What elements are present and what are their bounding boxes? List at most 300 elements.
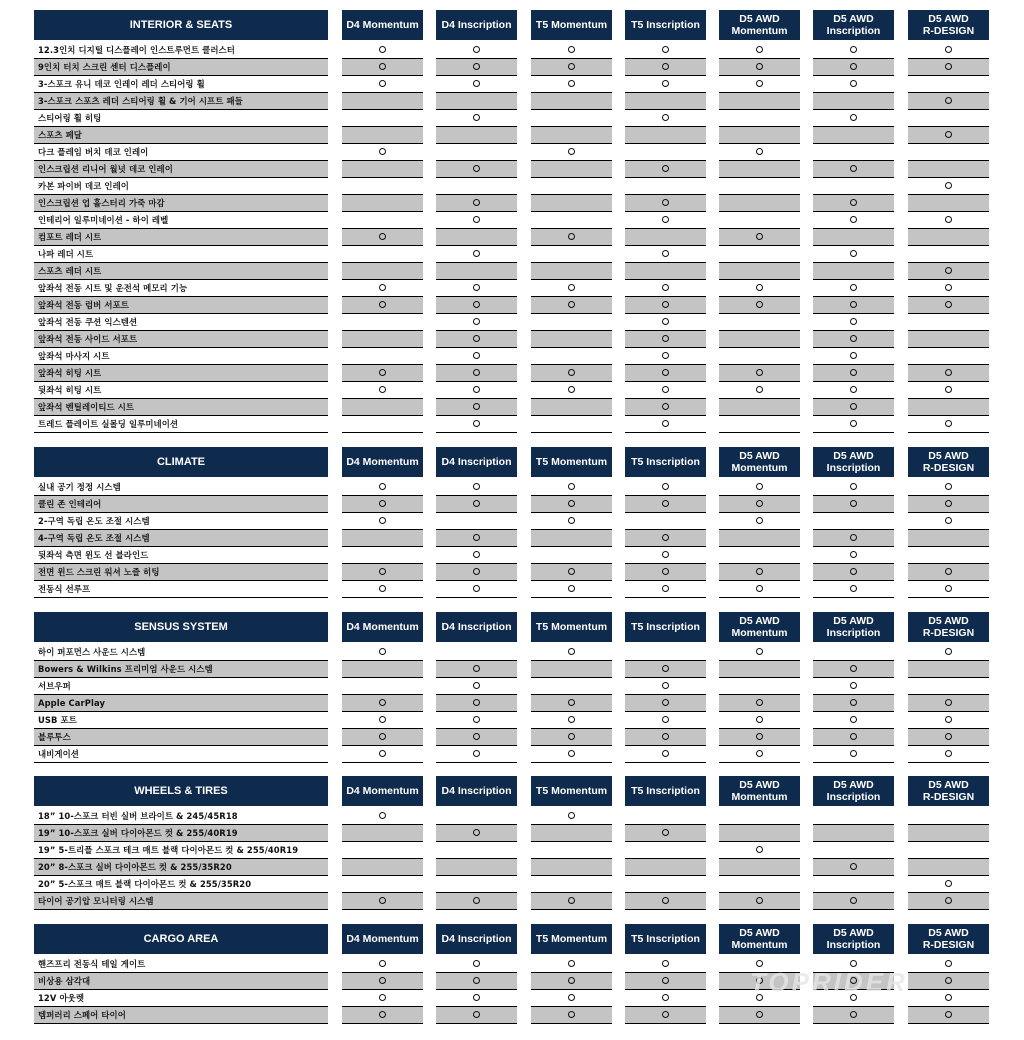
availability-cell — [625, 195, 706, 212]
available-circle-icon — [568, 994, 575, 1001]
available-circle-icon — [756, 648, 763, 655]
available-circle-icon — [473, 551, 480, 558]
availability-cell — [436, 479, 517, 496]
feature-label: 뒷좌석 측면 윈도 선 블라인드 — [34, 547, 328, 564]
table-row — [34, 195, 989, 212]
availability-cell — [531, 956, 612, 973]
availability-cell — [719, 348, 800, 365]
availability-cell — [625, 990, 706, 1007]
available-circle-icon — [568, 301, 575, 308]
feature-label: 12.3인치 디지털 디스플레이 인스트루먼트 클러스터 — [34, 42, 328, 59]
availability-cell — [625, 178, 706, 195]
column-header: T5 Momentum — [531, 10, 612, 40]
availability-cell — [719, 212, 800, 229]
availability-cell — [436, 513, 517, 530]
availability-cell — [813, 990, 894, 1007]
availability-cell — [531, 365, 612, 382]
available-circle-icon — [473, 1011, 480, 1018]
available-circle-icon — [945, 733, 952, 740]
availability-cell — [813, 76, 894, 93]
availability-cell — [531, 416, 612, 433]
available-circle-icon — [662, 46, 669, 53]
available-circle-icon — [850, 250, 857, 257]
availability-cell — [908, 479, 989, 496]
availability-cell — [908, 144, 989, 161]
availability-cell — [531, 382, 612, 399]
section-header — [34, 10, 989, 40]
available-circle-icon — [850, 699, 857, 706]
availability-cell — [908, 712, 989, 729]
availability-cell — [908, 1007, 989, 1024]
availability-cell — [908, 842, 989, 859]
column-header: D4 Momentum — [342, 924, 423, 954]
section-header — [34, 924, 989, 954]
available-circle-icon — [756, 80, 763, 87]
available-circle-icon — [945, 1011, 952, 1018]
availability-cell — [719, 661, 800, 678]
feature-label: 비상용 삼각대 — [34, 973, 328, 990]
availability-cell — [908, 229, 989, 246]
available-circle-icon — [662, 829, 669, 836]
availability-cell — [436, 314, 517, 331]
available-circle-icon — [473, 500, 480, 507]
available-circle-icon — [850, 585, 857, 592]
availability-cell — [813, 973, 894, 990]
availability-cell — [625, 661, 706, 678]
column-header: D5 AWD R-DESIGN — [908, 10, 989, 40]
available-circle-icon — [756, 585, 763, 592]
availability-cell — [436, 876, 517, 893]
available-circle-icon — [473, 301, 480, 308]
column-header: D5 AWD R-DESIGN — [908, 924, 989, 954]
availability-cell — [625, 365, 706, 382]
availability-cell — [342, 729, 423, 746]
availability-cell — [908, 280, 989, 297]
availability-cell — [908, 382, 989, 399]
available-circle-icon — [379, 46, 386, 53]
availability-cell — [342, 93, 423, 110]
feature-label: 18” 10-스포크 터빈 실버 브라이트 & 245/45R18 — [34, 808, 328, 825]
availability-cell — [908, 195, 989, 212]
availability-cell — [342, 331, 423, 348]
available-circle-icon — [379, 648, 386, 655]
feature-label: 20” 5-스포크 매트 블랙 다이아몬드 컷 & 255/35R20 — [34, 876, 328, 893]
availability-cell — [531, 695, 612, 712]
available-circle-icon — [379, 1011, 386, 1018]
availability-cell — [908, 956, 989, 973]
availability-cell — [813, 1007, 894, 1024]
availability-cell — [813, 331, 894, 348]
available-circle-icon — [850, 500, 857, 507]
availability-cell — [908, 399, 989, 416]
availability-cell — [436, 581, 517, 598]
available-circle-icon — [473, 960, 480, 967]
table-row — [34, 893, 989, 910]
availability-cell — [625, 746, 706, 763]
feature-label: 앞좌석 히팅 시트 — [34, 365, 328, 382]
availability-cell — [719, 59, 800, 76]
availability-cell — [813, 212, 894, 229]
available-circle-icon — [850, 682, 857, 689]
availability-cell — [625, 644, 706, 661]
availability-cell — [813, 729, 894, 746]
availability-cell — [342, 229, 423, 246]
table-row — [34, 712, 989, 729]
availability-cell — [436, 661, 517, 678]
available-circle-icon — [379, 977, 386, 984]
feature-label: 9인치 터치 스크린 센터 디스플레이 — [34, 59, 328, 76]
availability-cell — [436, 825, 517, 842]
availability-cell — [531, 314, 612, 331]
available-circle-icon — [379, 699, 386, 706]
availability-cell — [719, 479, 800, 496]
table-row — [34, 229, 989, 246]
availability-cell — [531, 859, 612, 876]
table-row — [34, 859, 989, 876]
availability-cell — [719, 42, 800, 59]
availability-cell — [342, 161, 423, 178]
available-circle-icon — [850, 1011, 857, 1018]
availability-cell — [436, 144, 517, 161]
availability-cell — [908, 695, 989, 712]
table-row — [34, 144, 989, 161]
available-circle-icon — [662, 335, 669, 342]
availability-cell — [531, 712, 612, 729]
available-circle-icon — [662, 318, 669, 325]
available-circle-icon — [756, 960, 763, 967]
available-circle-icon — [945, 369, 952, 376]
section-interior-seats — [34, 10, 989, 433]
availability-cell — [436, 973, 517, 990]
availability-cell — [625, 729, 706, 746]
availability-cell — [719, 314, 800, 331]
availability-cell — [719, 842, 800, 859]
table-row — [34, 93, 989, 110]
column-header: D5 AWD R-DESIGN — [908, 612, 989, 642]
table-row — [34, 314, 989, 331]
table-row — [34, 678, 989, 695]
column-header: T5 Inscription — [625, 776, 706, 806]
feature-label: 인테리어 일루미네이션 - 하이 레벨 — [34, 212, 328, 229]
availability-cell — [531, 661, 612, 678]
availability-cell — [342, 1007, 423, 1024]
availability-cell — [719, 825, 800, 842]
availability-cell — [342, 564, 423, 581]
availability-cell — [813, 893, 894, 910]
availability-cell — [908, 973, 989, 990]
table-row — [34, 496, 989, 513]
availability-cell — [908, 825, 989, 842]
table-row — [34, 825, 989, 842]
table-row — [34, 127, 989, 144]
feature-label: 타이어 공기압 모니터링 시스템 — [34, 893, 328, 910]
available-circle-icon — [850, 716, 857, 723]
available-circle-icon — [568, 733, 575, 740]
availability-cell — [342, 547, 423, 564]
availability-cell — [531, 530, 612, 547]
availability-cell — [436, 678, 517, 695]
availability-cell — [719, 382, 800, 399]
column-header: D5 AWD Momentum — [719, 776, 800, 806]
availability-cell — [625, 479, 706, 496]
availability-cell — [908, 263, 989, 280]
availability-cell — [531, 263, 612, 280]
availability-cell — [342, 195, 423, 212]
availability-cell — [719, 808, 800, 825]
available-circle-icon — [850, 386, 857, 393]
available-circle-icon — [662, 960, 669, 967]
availability-cell — [531, 678, 612, 695]
available-circle-icon — [850, 335, 857, 342]
availability-cell — [531, 110, 612, 127]
availability-cell — [625, 76, 706, 93]
feature-label: 20” 8-스포크 실버 다이아몬드 컷 & 255/35R20 — [34, 859, 328, 876]
available-circle-icon — [379, 960, 386, 967]
column-header: D4 Momentum — [342, 10, 423, 40]
available-circle-icon — [756, 46, 763, 53]
available-circle-icon — [850, 114, 857, 121]
available-circle-icon — [473, 165, 480, 172]
availability-cell — [625, 229, 706, 246]
column-header: D5 AWD Inscription — [813, 447, 894, 477]
availability-cell — [813, 416, 894, 433]
table-row — [34, 280, 989, 297]
available-circle-icon — [850, 551, 857, 558]
availability-cell — [719, 973, 800, 990]
availability-cell — [342, 746, 423, 763]
availability-cell — [625, 161, 706, 178]
availability-cell — [625, 973, 706, 990]
availability-cell — [813, 42, 894, 59]
availability-cell — [719, 127, 800, 144]
column-header: D4 Inscription — [436, 924, 517, 954]
availability-cell — [436, 93, 517, 110]
available-circle-icon — [850, 352, 857, 359]
available-circle-icon — [945, 568, 952, 575]
feature-label: 앞좌석 벤틸레이티드 시트 — [34, 399, 328, 416]
available-circle-icon — [945, 960, 952, 967]
table-row — [34, 1007, 989, 1024]
availability-cell — [625, 42, 706, 59]
availability-cell — [342, 644, 423, 661]
availability-cell — [813, 678, 894, 695]
availability-cell — [436, 746, 517, 763]
table-row — [34, 76, 989, 93]
available-circle-icon — [568, 648, 575, 655]
feature-label: 블루투스 — [34, 729, 328, 746]
table-row — [34, 695, 989, 712]
available-circle-icon — [568, 812, 575, 819]
column-header: D4 Momentum — [342, 612, 423, 642]
available-circle-icon — [756, 500, 763, 507]
available-circle-icon — [379, 897, 386, 904]
table-row — [34, 42, 989, 59]
feature-label: 나파 레더 시트 — [34, 246, 328, 263]
availability-cell — [719, 581, 800, 598]
available-circle-icon — [568, 233, 575, 240]
availability-cell — [625, 314, 706, 331]
available-circle-icon — [850, 63, 857, 70]
availability-cell — [531, 1007, 612, 1024]
availability-cell — [342, 973, 423, 990]
available-circle-icon — [662, 733, 669, 740]
availability-cell — [625, 678, 706, 695]
feature-label: 19” 10-스포크 실버 다이아몬드 컷 & 255/40R19 — [34, 825, 328, 842]
availability-cell — [908, 348, 989, 365]
availability-cell — [531, 280, 612, 297]
availability-cell — [813, 808, 894, 825]
table-row — [34, 399, 989, 416]
available-circle-icon — [850, 46, 857, 53]
availability-cell — [531, 297, 612, 314]
availability-cell — [342, 496, 423, 513]
availability-cell — [625, 59, 706, 76]
availability-cell — [908, 678, 989, 695]
section-title: WHEELS & TIRES — [34, 776, 328, 806]
available-circle-icon — [945, 420, 952, 427]
availability-cell — [625, 695, 706, 712]
feature-label: 실내 공기 정정 시스템 — [34, 479, 328, 496]
availability-cell — [436, 280, 517, 297]
availability-cell — [719, 144, 800, 161]
availability-cell — [436, 644, 517, 661]
available-circle-icon — [756, 846, 763, 853]
availability-cell — [813, 348, 894, 365]
column-header: D4 Momentum — [342, 447, 423, 477]
availability-cell — [719, 365, 800, 382]
availability-cell — [436, 859, 517, 876]
availability-cell — [908, 331, 989, 348]
availability-cell — [719, 110, 800, 127]
availability-cell — [531, 76, 612, 93]
available-circle-icon — [945, 483, 952, 490]
availability-cell — [908, 212, 989, 229]
availability-cell — [813, 956, 894, 973]
available-circle-icon — [473, 369, 480, 376]
availability-cell — [531, 990, 612, 1007]
availability-cell — [531, 644, 612, 661]
availability-cell — [625, 1007, 706, 1024]
available-circle-icon — [662, 301, 669, 308]
column-header: D5 AWD Inscription — [813, 924, 894, 954]
feature-label: Bowers & Wilkins 프리미엄 사운드 시스템 — [34, 661, 328, 678]
table-row — [34, 530, 989, 547]
feature-label: 뒷좌석 히팅 시트 — [34, 382, 328, 399]
availability-cell — [436, 246, 517, 263]
availability-cell — [908, 644, 989, 661]
availability-cell — [908, 661, 989, 678]
availability-cell — [719, 513, 800, 530]
table-row — [34, 331, 989, 348]
availability-cell — [436, 76, 517, 93]
section-title: CLIMATE — [34, 447, 328, 477]
availability-cell — [813, 581, 894, 598]
section-header — [34, 447, 989, 477]
availability-cell — [719, 956, 800, 973]
availability-cell — [813, 263, 894, 280]
availability-cell — [813, 297, 894, 314]
availability-cell — [436, 263, 517, 280]
table-row — [34, 581, 989, 598]
column-header: D4 Inscription — [436, 612, 517, 642]
available-circle-icon — [945, 517, 952, 524]
table-row — [34, 808, 989, 825]
column-header: D5 AWD Momentum — [719, 612, 800, 642]
availability-cell — [908, 990, 989, 1007]
availability-cell — [342, 399, 423, 416]
available-circle-icon — [379, 369, 386, 376]
availability-cell — [908, 416, 989, 433]
available-circle-icon — [662, 897, 669, 904]
available-circle-icon — [379, 750, 386, 757]
availability-cell — [908, 513, 989, 530]
availability-cell — [436, 990, 517, 1007]
available-circle-icon — [379, 568, 386, 575]
availability-cell — [342, 416, 423, 433]
availability-cell — [436, 127, 517, 144]
availability-cell — [719, 712, 800, 729]
available-circle-icon — [473, 46, 480, 53]
table-row — [34, 513, 989, 530]
availability-cell — [813, 280, 894, 297]
section-header — [34, 612, 989, 642]
available-circle-icon — [473, 568, 480, 575]
availability-cell — [342, 382, 423, 399]
available-circle-icon — [568, 369, 575, 376]
availability-cell — [719, 530, 800, 547]
availability-cell — [436, 161, 517, 178]
watermark-logo: TOPRIDER — [750, 967, 908, 997]
available-circle-icon — [945, 994, 952, 1001]
availability-cell — [813, 547, 894, 564]
available-circle-icon — [568, 1011, 575, 1018]
column-header: T5 Momentum — [531, 612, 612, 642]
availability-cell — [436, 348, 517, 365]
available-circle-icon — [756, 568, 763, 575]
availability-cell — [531, 42, 612, 59]
availability-cell — [342, 365, 423, 382]
available-circle-icon — [473, 483, 480, 490]
available-circle-icon — [756, 750, 763, 757]
table-row — [34, 547, 989, 564]
availability-cell — [625, 513, 706, 530]
available-circle-icon — [473, 284, 480, 291]
availability-cell — [436, 547, 517, 564]
feature-label: 스포츠 페달 — [34, 127, 328, 144]
available-circle-icon — [568, 46, 575, 53]
availability-cell — [436, 59, 517, 76]
section-title: CARGO AREA — [34, 924, 328, 954]
availability-cell — [342, 876, 423, 893]
available-circle-icon — [473, 199, 480, 206]
availability-cell — [342, 59, 423, 76]
availability-cell — [436, 893, 517, 910]
availability-cell — [908, 530, 989, 547]
available-circle-icon — [473, 403, 480, 410]
table-row — [34, 644, 989, 661]
available-circle-icon — [379, 716, 386, 723]
available-circle-icon — [945, 648, 952, 655]
availability-cell — [436, 212, 517, 229]
availability-cell — [342, 314, 423, 331]
availability-cell — [719, 1007, 800, 1024]
availability-cell — [813, 695, 894, 712]
available-circle-icon — [662, 114, 669, 121]
available-circle-icon — [379, 284, 386, 291]
availability-cell — [719, 496, 800, 513]
available-circle-icon — [662, 682, 669, 689]
column-header: T5 Momentum — [531, 924, 612, 954]
